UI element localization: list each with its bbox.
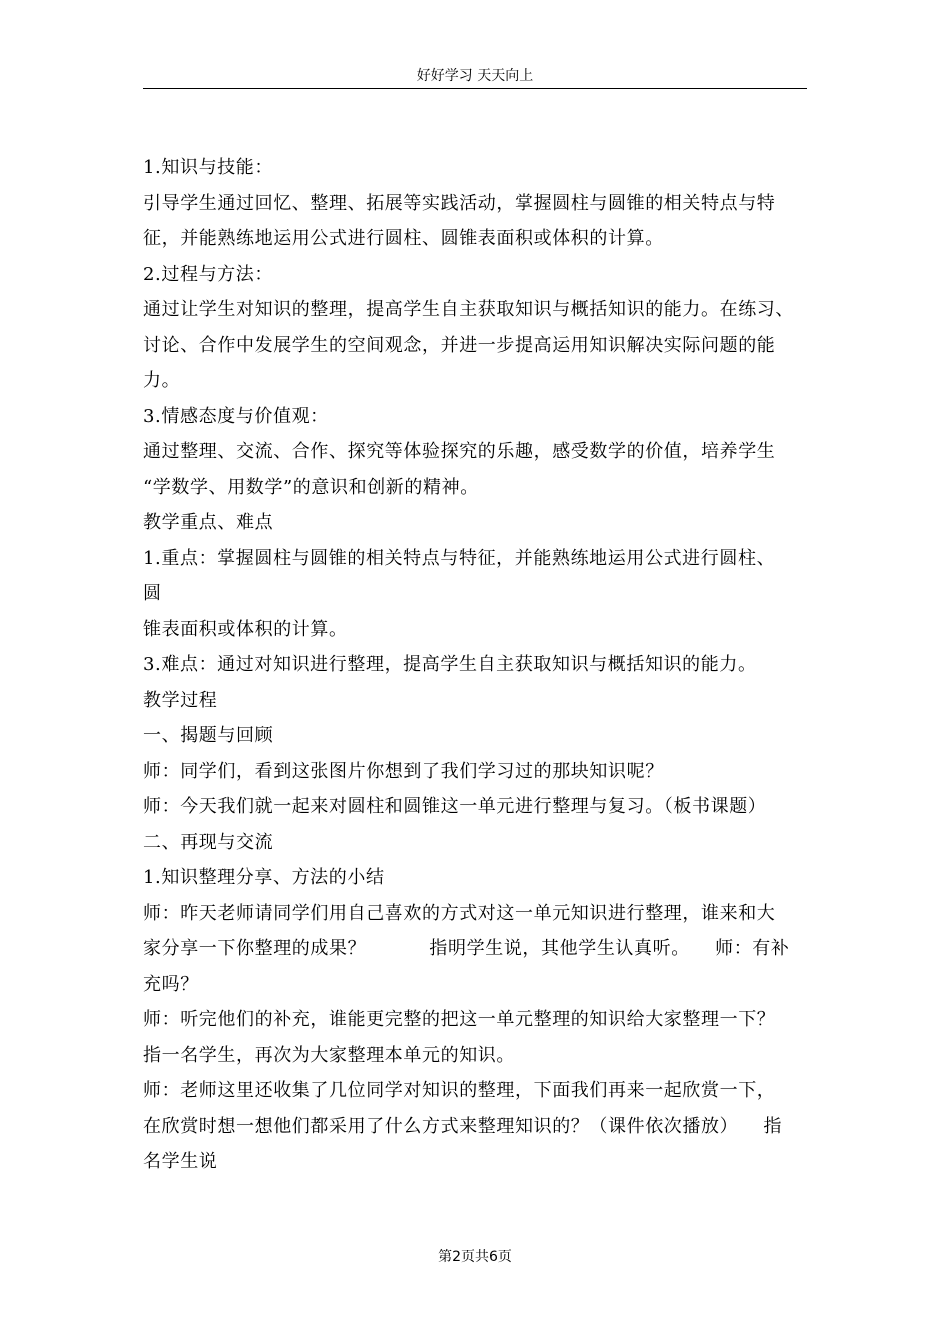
text-line: 师：老师这里还收集了几位同学对知识的整理，下面我们再来一起欣赏一下， (143, 1080, 776, 1101)
page-footer: 第2页共6页 (438, 1249, 512, 1265)
text-line: 3.情感态度与价值观： (143, 405, 329, 427)
text-line: 师：昨天老师请同学们用自己喜欢的方式对这一单元知识进行整理，谁来和大 (143, 902, 776, 924)
text-line: 通过让学生对知识的整理，提高学生自主获取知识与概括知识的能力。在练习、 (143, 299, 794, 320)
text-line: 讨论、合作中发展学生的空间观念，并进一步提高运用知识解决实际问题的能 (143, 334, 776, 356)
section-heading: 教学重点、难点 (143, 512, 274, 533)
text-line: 通过整理、交流、合作、探究等体验探究的乐趣，感受数学的价值，培养学生 (143, 441, 776, 462)
text-line: 1.知识与技能： (143, 157, 273, 178)
text-line: “学数学、用数学”的意识和创新的精神。 (143, 476, 479, 498)
text-line: 在欣赏时想一想他们都采用了什么方式来整理知识的？（课件依次播放） 指 (143, 1115, 783, 1137)
text-line: 2.过程与方法： (143, 263, 273, 285)
text-line: 师：听完他们的补充，谁能更完整的把这一单元整理的知识给大家整理一下？ (143, 1009, 776, 1030)
text-line: 圆 (143, 583, 162, 604)
text-line: 指一名学生，再次为大家整理本单元的知识。 (143, 1044, 515, 1066)
section-heading: 教学过程 (143, 689, 218, 711)
text-line: 师：同学们，看到这张图片你想到了我们学习过的那块知识呢？ (143, 760, 664, 782)
text-line: 1.知识整理分享、方法的小结 (143, 867, 385, 888)
text-line: 家分享一下你整理的成果？ 指明学生说，其他学生认真听。 师：有补 (143, 938, 790, 959)
text-line: 师：今天我们就一起来对圆柱和圆锥这一单元进行整理与复习。（板书课题） (143, 796, 767, 817)
section-heading: 二、再现与交流 (143, 831, 274, 853)
text-line: 力。 (143, 370, 181, 391)
section-heading: 一、揭题与回顾 (143, 725, 274, 746)
text-line: 充吗？ (143, 973, 199, 995)
text-line: 1.重点：掌握圆柱与圆锥的相关特点与特征，并能熟练地运用公式进行圆柱、 (143, 547, 776, 569)
text-line: 3.难点：通过对知识进行整理，提高学生自主获取知识与概括知识的能力。 (143, 654, 757, 675)
text-line: 名学生说 (143, 1151, 218, 1172)
text-line: 锥表面积或体积的计算。 (143, 618, 348, 640)
page-header: 好好学习 天天向上 (416, 68, 534, 84)
header-rule (143, 88, 807, 89)
text-line: 引导学生通过回忆、整理、拓展等实践活动，掌握圆柱与圆锥的相关特点与特 (143, 192, 776, 214)
text-line: 征，并能熟练地运用公式进行圆柱、圆锥表面积或体积的计算。 (143, 228, 664, 249)
document-body (143, 150, 813, 1180)
